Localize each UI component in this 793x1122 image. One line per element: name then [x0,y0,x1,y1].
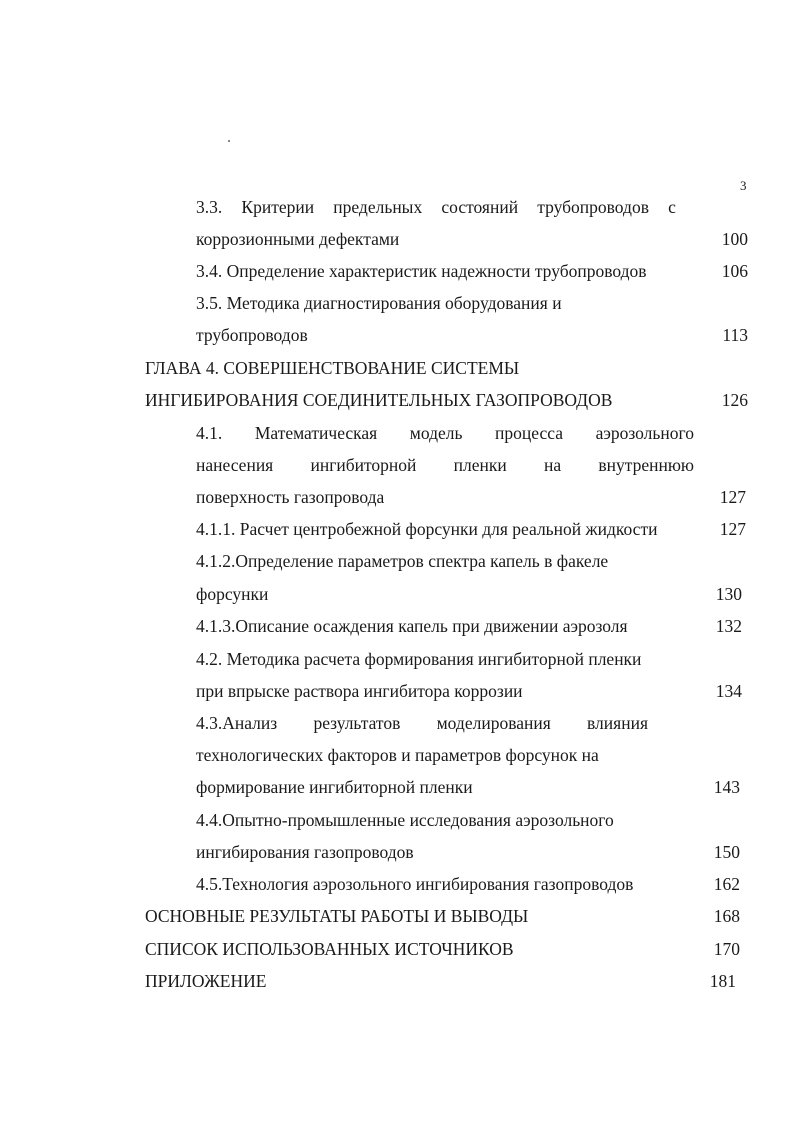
toc-line: 4.1.1. Расчет центробежной форсунки для реальной жидкости [196,519,658,539]
toc-page-number: 127 [719,519,746,539]
page-number: 3 [740,178,747,193]
section-heading: ОСНОВНЫЕ РЕЗУЛЬТАТЫ РАБОТЫ И ВЫВОДЫ [145,906,529,926]
toc-page-number: 143 [713,777,740,797]
toc-page-number: 150 [713,842,740,862]
toc-page-number: 100 [721,229,748,249]
toc-line: нанесения ингибиторной пленки на внутреннюю [196,455,694,475]
toc-line: 3.4. Определение характеристик надежности трубопроводов [196,261,647,281]
toc-line: поверхность газопровода [196,487,385,507]
toc-line: 4.1.3.Описание осаждения капель при движении аэрозоля [196,616,628,636]
toc-page-number: 181 [709,971,736,991]
toc-word: предельных [333,197,423,217]
toc-page-number: 134 [715,681,742,701]
scan-speck [228,140,230,142]
toc-line: при впрыске раствора ингибитора коррозии [196,681,523,701]
toc-line: 3.5. Методика диагностирования оборудования и [196,293,562,313]
toc-word: с [668,197,676,217]
toc-line: 4.1.2.Определение параметров спектра капель в факеле [196,551,609,571]
chapter-heading: ГЛАВА 4. СОВЕРШЕНСТВОВАНИЕ СИСТЕМЫ [145,358,520,378]
toc-line: 4.2. Методика расчета формирования ингибиторной пленки [196,649,642,669]
toc-page-number: 168 [713,906,740,926]
section-heading: СПИСОК ИСПОЛЬЗОВАННЫХ ИСТОЧНИКОВ [145,939,514,959]
toc-line: формирование ингибиторной пленки [196,777,473,797]
toc-line: технологических факторов и параметров форсунок на [196,745,599,765]
toc-page-number: 132 [715,616,742,636]
toc-line: 4.1. Математическая модель процесса аэрозольного [196,423,694,443]
toc-line: ингибирования газопроводов [196,842,414,862]
toc-line: 4.5.Технология аэрозольного ингибирования газопроводов [196,874,634,894]
toc-word: 3.3. [196,197,223,217]
toc-line: 4.3.Анализ результатов моделирования влияния [196,713,648,733]
toc-page-number: 130 [715,584,742,604]
chapter-heading: ИНГИБИРОВАНИЯ СОЕДИНИТЕЛЬНЫХ ГАЗОПРОВОДОВ [145,390,613,410]
toc-page-number: 113 [722,325,748,345]
toc-line: трубопроводов [196,325,308,345]
toc-line: 4.4.Опытно-промышленные исследования аэрозольного [196,810,614,830]
toc-page-number: 126 [721,390,748,410]
toc-page-number: 162 [713,874,740,894]
toc-page-number: 106 [721,261,748,281]
toc-word: Критерии [241,197,315,217]
toc-page-number: 170 [713,939,740,959]
toc-word: трубопроводов [537,197,649,217]
toc-line: форсунки [196,584,269,604]
section-heading: ПРИЛОЖЕНИЕ [145,971,267,991]
toc-page-number: 127 [719,487,746,507]
toc-line [196,196,676,218]
toc-line: коррозионными дефектами [196,229,400,249]
toc-word: состояний [441,197,519,217]
